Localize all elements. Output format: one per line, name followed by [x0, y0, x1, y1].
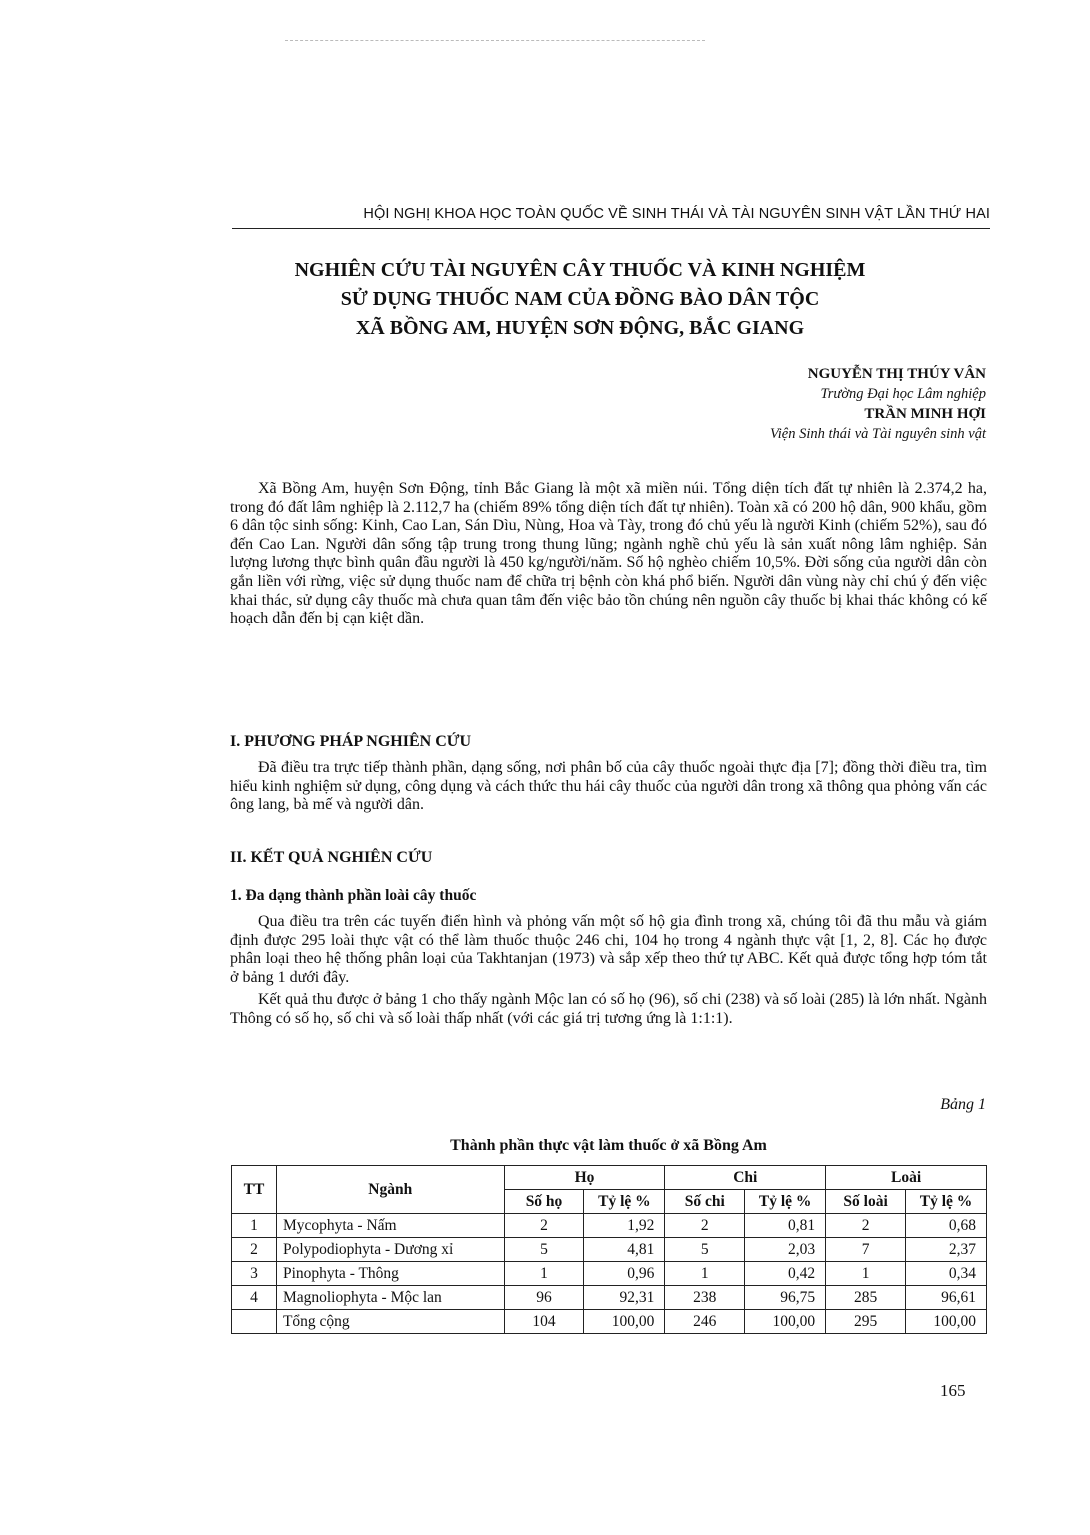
table-title: Thành phần thực vật làm thuốc ở xã Bồng Am: [450, 1137, 767, 1154]
table-cell: 96,75: [745, 1286, 826, 1310]
authors: [500, 364, 986, 444]
table-cell: 295: [826, 1310, 906, 1334]
methods-paragraph: Đã điều tra trực tiếp thành phần, dạng sống, nơi phân bố của cây thuốc ngoài thực địa [7]; đồng thời điều tra, tìm hiểu kinh nghiệm sử dụng, công dụng và cách thức thu hái cây thuốc của người dân trong xã thông qua phỏng vấn các ông lang, bà mế và người dân.: [230, 759, 987, 814]
table-cell: 100,00: [584, 1310, 665, 1334]
paper-title: [230, 256, 930, 343]
table-cell: 100,00: [745, 1310, 826, 1334]
section-heading: I. PHƯƠNG PHÁP NGHIÊN CỨU: [230, 733, 472, 750]
col-header: Ngành: [276, 1166, 504, 1214]
table-row: [232, 1286, 987, 1310]
table-cell: 0,42: [745, 1262, 826, 1286]
table-cell: 285: [826, 1286, 906, 1310]
table-cell: 2,37: [906, 1238, 987, 1262]
col-header: TT: [232, 1166, 277, 1214]
table-cell: Pinophyta - Thông: [276, 1262, 504, 1286]
scan-artifact: [285, 40, 705, 42]
table-cell: 1: [826, 1262, 906, 1286]
table-row: [232, 1310, 987, 1334]
header-rule: [232, 228, 990, 229]
table-cell: 5: [504, 1238, 584, 1262]
subsection-heading: 1. Đa dạng thành phần loài cây thuốc: [230, 887, 477, 904]
col-header: Số loài: [826, 1190, 906, 1214]
col-header: Họ: [504, 1166, 665, 1190]
table-row: [232, 1262, 987, 1286]
results-paragraph: Kết quả thu được ở bảng 1 cho thấy ngành Mộc lan có số họ (96), số chi (238) và số loài (285) là lớn nhất. Ngành Thông có số họ, số chi và số loài thấp nhất (với các giá trị tương ứng là 1:1:1).: [230, 991, 987, 1027]
table-cell: 2: [232, 1238, 277, 1262]
table-cell: 4,81: [584, 1238, 665, 1262]
table-cell: 2,03: [745, 1238, 826, 1262]
col-header: Tỷ lệ %: [584, 1190, 665, 1214]
author-name: NGUYỄN THỊ THÚY VÂN: [807, 366, 986, 382]
col-header: Số chi: [665, 1190, 745, 1214]
author-affiliation: Trường Đại học Lâm nghiệp: [820, 386, 986, 402]
table-cell: 1,92: [584, 1214, 665, 1238]
table-cell: 2: [504, 1214, 584, 1238]
table-cell: 4: [232, 1286, 277, 1310]
table-cell: 0,96: [584, 1262, 665, 1286]
table-cell: 238: [665, 1286, 745, 1310]
table-cell: Tổng cộng: [276, 1310, 504, 1334]
table-cell: 100,00: [906, 1310, 987, 1334]
author-name: TRẦN MINH HỢI: [864, 406, 986, 422]
running-header: HỘI NGHỊ KHOA HỌC TOÀN QUỐC VỀ SINH THÁI VÀ TÀI NGUYÊN SINH VẬT LẦN THỨ HAI: [363, 206, 990, 222]
table-cell: 5: [665, 1238, 745, 1262]
table-cell: 96: [504, 1286, 584, 1310]
table-cell: 1: [665, 1262, 745, 1286]
author-affiliation: Viện Sinh thái và Tài nguyên sinh vật: [770, 426, 986, 442]
results-paragraph: Qua điều tra trên các tuyến điển hình và phỏng vấn một số hộ gia đình trong xã, chúng tôi đã thu mẫu và giám định được 295 loài thực vật có thể làm thuốc thuộc 246 chi, 104 họ trong 4 ngành thực vật [1, 2, 8]. Các họ được phân loại theo hệ thống phân loại của Takhtanjan (1973) và sắp xếp theo thứ tự ABC. Kết quả được tổng hợp tóm tắt ở bảng 1 dưới đây.: [230, 913, 987, 986]
table-cell: 246: [665, 1310, 745, 1334]
col-header: Tỷ lệ %: [906, 1190, 987, 1214]
col-header: Số họ: [504, 1190, 584, 1214]
title-line: NGHIÊN CỨU TÀI NGUYÊN CÂY THUỐC VÀ KINH NGHIỆM: [294, 259, 866, 281]
col-header: Chi: [665, 1166, 826, 1190]
title-line: XÃ BỒNG AM, HUYỆN SƠN ĐỘNG, BẮC GIANG: [355, 317, 805, 339]
table-cell: 96,61: [906, 1286, 987, 1310]
table-cell: Polypodiophyta - Dương xỉ: [276, 1238, 504, 1262]
table-cell: 104: [504, 1310, 584, 1334]
table-cell: 0,68: [906, 1214, 987, 1238]
intro-paragraph: Xã Bồng Am, huyện Sơn Động, tỉnh Bắc Giang là một xã miền núi. Tổng diện tích đất tự nhiên là 2.374,2 ha, trong đó đất lâm nghiệp là 2.112,7 ha (chiếm 89% tổng diện tích đất tự nhiên). Toàn xã có 200 hộ dân, 900 khẩu, gồm 6 dân tộc sinh sống: Kinh, Cao Lan, Sán Dìu, Nùng, Hoa và Tày, trong đó chủ yếu là người Kinh (chiếm 52%), sau đó đến Cao Lan. Người dân sống tập trung trong thung lũng; ngành nghề chủ yếu là sản xuất nông lâm nghiệp. Sản lượng lương thực bình quân đầu người là 450 kg/người/năm. Số hộ nghèo chiếm 10,5%. Đời sống của người dân còn gắn liền với rừng, việc sử dụng thuốc nam để chữa trị bệnh còn khá phổ biến. Người dân vùng này chỉ chú ý đến việc khai thác, sử dụng cây thuốc mà chưa quan tâm đến việc bảo tồn chúng nên nguồn cây thuốc bị khai thác không có kế hoạch dẫn đến bị cạn kiệt dần.: [230, 480, 988, 628]
table-label: Bảng 1: [940, 1096, 986, 1113]
table-cell: 2: [826, 1214, 906, 1238]
table-row: [232, 1238, 987, 1262]
title-line: SỬ DỤNG THUỐC NAM CỦA ĐỒNG BÀO DÂN TỘC: [340, 288, 820, 310]
table-cell: 7: [826, 1238, 906, 1262]
table-row: [232, 1214, 987, 1238]
table-cell: [232, 1310, 277, 1334]
table-cell: 0,34: [906, 1262, 987, 1286]
table-cell: 92,31: [584, 1286, 665, 1310]
table-cell: 1: [504, 1262, 584, 1286]
page-number: 165: [940, 1381, 966, 1400]
col-header: Tỷ lệ %: [745, 1190, 826, 1214]
table-cell: 1: [232, 1214, 277, 1238]
plant-composition-table: [231, 1165, 987, 1334]
table-cell: Mycophyta - Nấm: [276, 1214, 504, 1238]
table-cell: Magnoliophyta - Mộc lan: [276, 1286, 504, 1310]
col-header: Loài: [826, 1166, 987, 1190]
section-heading: II. KẾT QUẢ NGHIÊN CỨU: [230, 849, 433, 866]
table-cell: 0,81: [745, 1214, 826, 1238]
table-cell: 2: [665, 1214, 745, 1238]
table-cell: 3: [232, 1262, 277, 1286]
